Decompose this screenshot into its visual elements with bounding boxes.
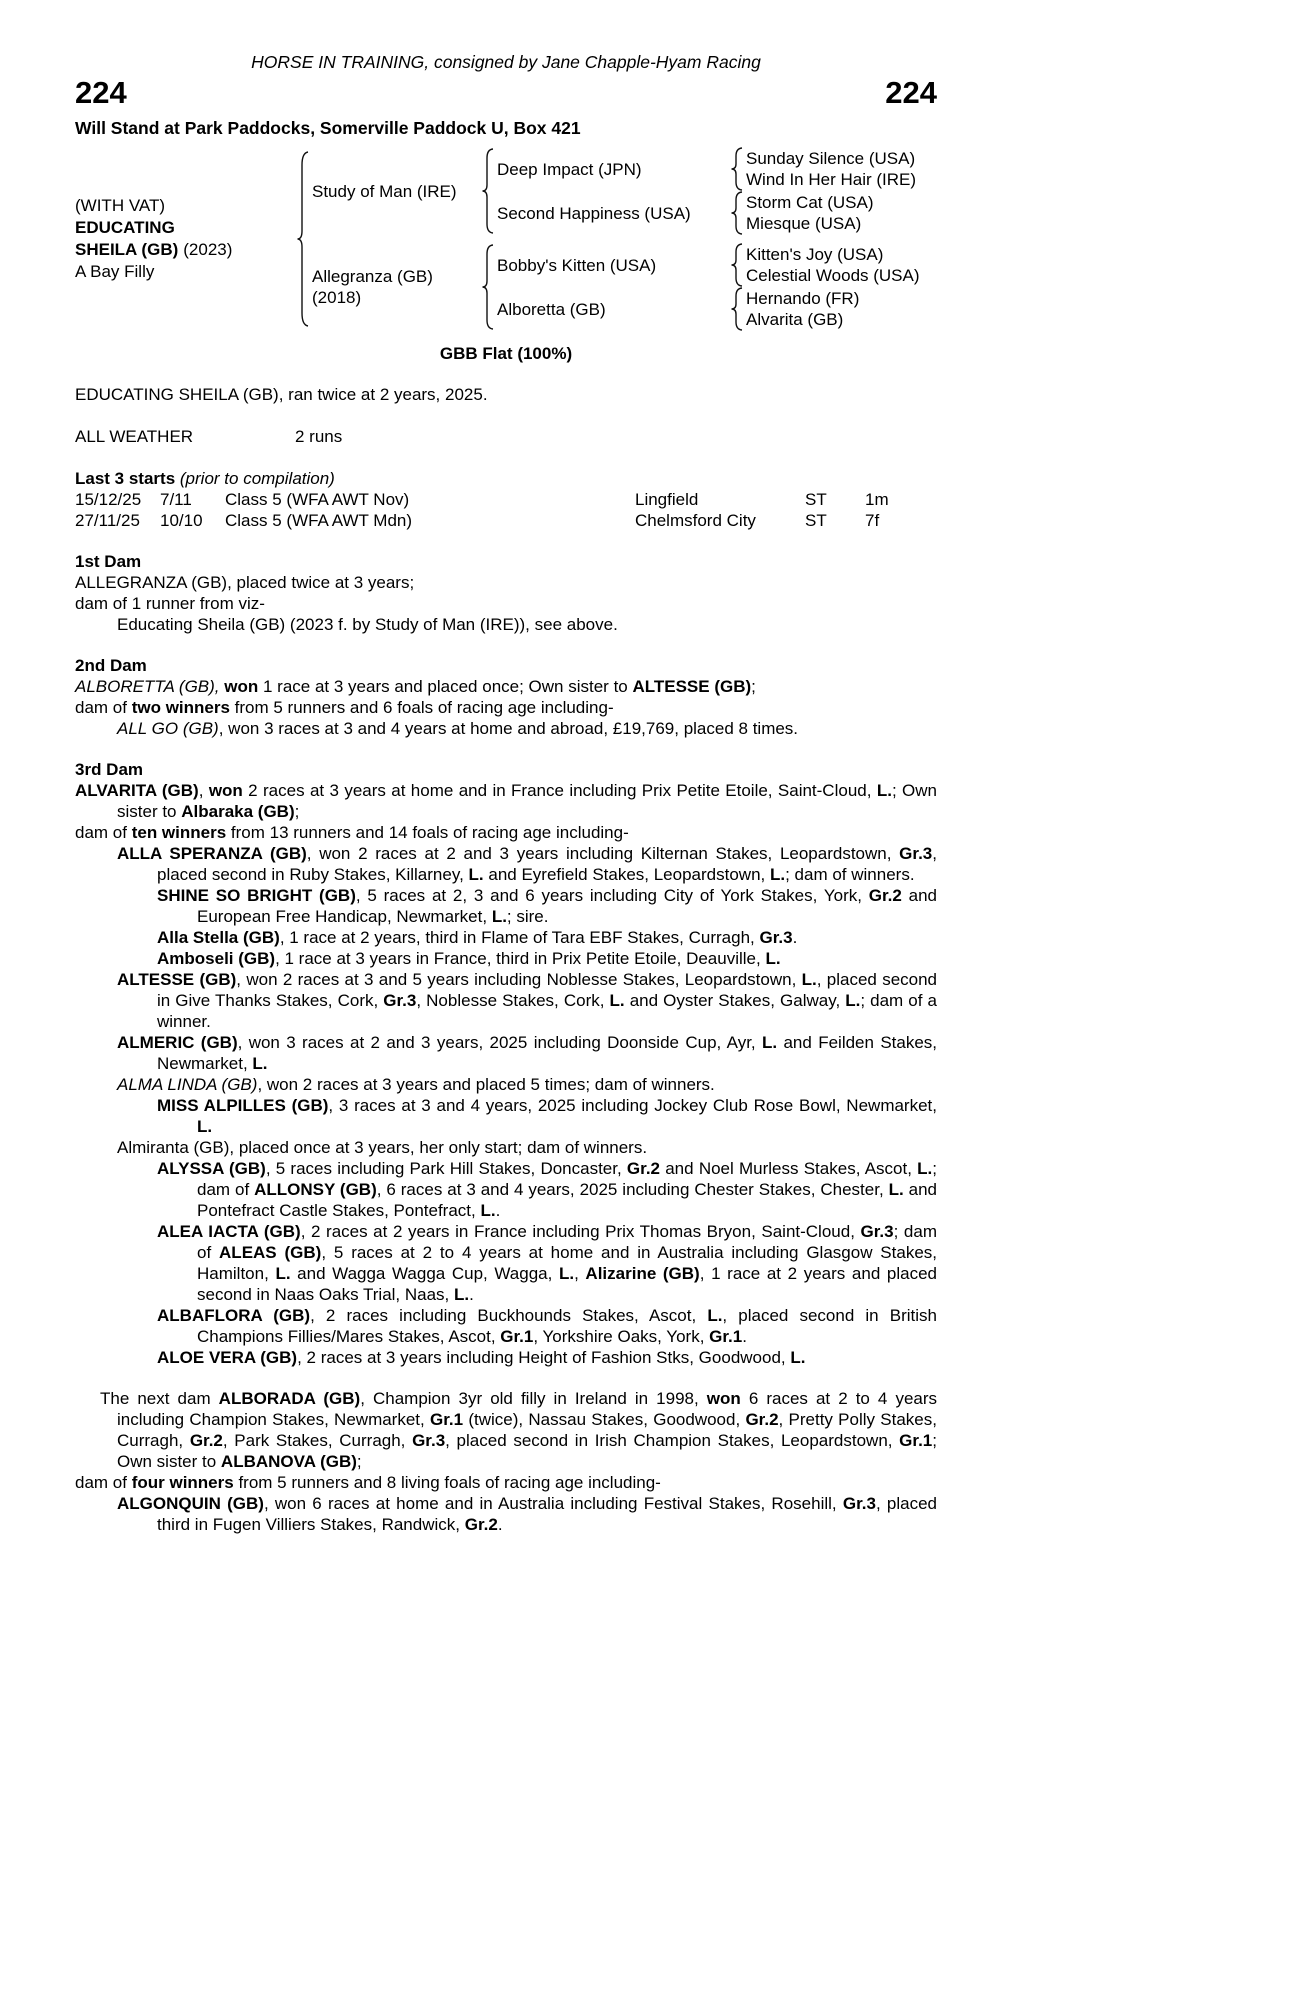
- text-segment: dam of: [75, 1473, 132, 1492]
- text-segment: L.: [491, 907, 507, 926]
- text-segment: Gr.3: [383, 991, 417, 1010]
- sire-dam-branch: [497, 191, 916, 235]
- text-segment: 6 races at 2 to 4 years including Champion Stakes, Newmarket,: [117, 1389, 938, 1429]
- text-segment: .: [742, 1327, 747, 1346]
- text-segment: ALMA LINDA (GB): [117, 1075, 258, 1094]
- text-segment: ALL GO (GB): [117, 719, 219, 738]
- text-segment: , 5 races including Park Hill Stakes, Doncaster,: [265, 1159, 627, 1178]
- text-segment: Gr.2: [868, 886, 902, 905]
- text-segment: ALLEGRANZA (GB), placed twice at 3 years;: [75, 573, 415, 592]
- text-segment: , won 2 races at 3 years and placed 5 times; dam of winners.: [257, 1075, 715, 1094]
- text-segment: , 5 races at 2, 3 and 6 years including City of York Stakes, York,: [355, 886, 869, 905]
- pedigree-paragraph: [75, 1305, 937, 1347]
- pedigree-paragraph: [75, 1388, 937, 1472]
- brace-icon: [730, 243, 743, 287]
- text-segment: , won 6 races at home and in Australia including Festival Stakes, Rosehill,: [263, 1494, 843, 1513]
- text-segment: Gr.1: [430, 1410, 464, 1429]
- text-segment: and Wagga Wagga Cup, Wagga,: [290, 1264, 559, 1283]
- race-table: [75, 489, 937, 531]
- pedigree-paragraph: [75, 1158, 937, 1221]
- text-segment: Almiranta (GB), placed once at 3 years, her only start; dam of winners.: [117, 1138, 648, 1157]
- brace-icon: [481, 244, 494, 330]
- pedigree-paragraph: [75, 843, 937, 885]
- ancestor-name: Kitten's Joy (USA): [746, 245, 884, 264]
- text-segment: and Pontefract Castle Stakes, Pontefract,: [197, 1180, 937, 1220]
- pedigree-paragraph: [75, 1347, 937, 1368]
- race-date: 15/12/25: [75, 490, 142, 509]
- text-segment: L.: [609, 991, 625, 1010]
- text-segment: The next dam: [100, 1389, 219, 1408]
- text-segment: L.: [707, 1306, 723, 1325]
- text-segment: , Pretty Polly Stakes, Curragh,: [117, 1410, 937, 1450]
- text-segment: ,: [574, 1264, 586, 1283]
- text-segment: two winners: [131, 698, 230, 717]
- race-row: [75, 489, 937, 510]
- text-segment: , placed third in Fugen Villiers Stakes, Randwick,: [157, 1494, 937, 1534]
- text-segment: , 1 race at 2 years, third in Flame of Tara EBF Stakes, Curragh,: [279, 928, 760, 947]
- text-segment: , Champion 3yr old filly in Ireland in 1998,: [360, 1389, 707, 1408]
- text-segment: 1 race at 3 years and placed once; Own sister to: [258, 677, 633, 696]
- text-segment: ; dam of winners.: [785, 865, 915, 884]
- sire-sire-name: Deep Impact (JPN): [497, 159, 642, 179]
- race-pos: 7/11: [160, 490, 192, 509]
- race-race: Class 5 (WFA AWT Nov): [225, 490, 410, 509]
- text-segment: ten winners: [131, 823, 227, 842]
- text-segment: ALMERIC (GB): [117, 1033, 238, 1052]
- sire-name: Study of Man (IRE): [312, 181, 457, 201]
- text-segment: L.: [252, 1054, 268, 1073]
- ancestor-name: Hernando (FR): [746, 289, 860, 308]
- ancestor-name: Miesque (USA): [746, 214, 862, 233]
- dam-name-block: [312, 266, 478, 308]
- text-segment: and Noel Murless Stakes, Ascot,: [660, 1159, 918, 1178]
- pedigree-paragraph: [75, 614, 937, 635]
- dam-year: (2018): [312, 288, 362, 307]
- dam-section: [75, 759, 937, 1368]
- text-segment: four winners: [131, 1473, 234, 1492]
- sire-sire-branch: [497, 147, 916, 191]
- text-segment: ;: [294, 802, 300, 821]
- text-segment: won: [706, 1389, 741, 1408]
- text-segment: L.: [480, 1201, 496, 1220]
- last-starts-label: Last 3 starts: [75, 469, 176, 488]
- horse-description: A Bay Filly: [75, 262, 155, 281]
- text-segment: Gr.3: [842, 1494, 876, 1513]
- page-title: HORSE IN TRAINING, consigned by Jane Chapple-Hyam Racing: [251, 52, 761, 72]
- pedigree-paragraph: [75, 697, 937, 718]
- text-segment: ; Own sister to: [117, 1431, 937, 1471]
- brace-icon: [296, 151, 309, 327]
- text-segment: , placed second in British Champions Fillies/Mares Stakes, Ascot,: [197, 1306, 937, 1346]
- text-segment: , 5 races at 2 to 4 years at home and in Australia including Glasgow Stakes, Hamilton,: [197, 1243, 938, 1283]
- horse-name: SHEILA (GB): [75, 240, 179, 259]
- dam-sire-name: Bobby's Kitten (USA): [497, 255, 657, 275]
- text-segment: ALBAFLORA (GB): [157, 1306, 311, 1325]
- gbb-eligibility: GBB Flat (100%): [439, 344, 573, 363]
- text-segment: L.: [801, 970, 817, 989]
- surface-label: ALL WEATHER: [75, 427, 194, 446]
- text-segment: L.: [197, 1117, 213, 1136]
- sire-dam-name: Second Happiness (USA): [497, 203, 691, 223]
- text-segment: Gr.3: [899, 844, 933, 863]
- text-segment: Gr.1: [899, 1431, 933, 1450]
- race-date: 27/11/25: [75, 511, 140, 530]
- dam-dam-name: Alboretta (GB): [497, 299, 606, 319]
- text-segment: ALBORADA (GB): [218, 1389, 361, 1408]
- text-segment: L.: [845, 991, 861, 1010]
- text-segment: ; dam of: [197, 1222, 937, 1262]
- pedigree-paragraph: [75, 1095, 937, 1137]
- text-segment: ;: [356, 1452, 362, 1471]
- race-record-intro: EDUCATING SHEILA (GB), ran twice at 2 years, 2025.: [75, 385, 488, 404]
- race-dist: 7f: [865, 511, 880, 530]
- text-segment: .: [469, 1285, 474, 1304]
- text-segment: from 5 runners and 8 living foals of racing age including-: [233, 1473, 661, 1492]
- race-going: ST: [805, 511, 827, 530]
- brace-icon: [730, 147, 743, 191]
- horse-name-line1: EDUCATING: [75, 218, 175, 237]
- race-course: Chelmsford City: [635, 511, 756, 530]
- race-course: Lingfield: [635, 490, 699, 509]
- text-segment: , Yorkshire Oaks, York,: [533, 1327, 710, 1346]
- ancestor-name: Sunday Silence (USA): [746, 149, 916, 168]
- text-segment: ; Own sister to: [117, 781, 937, 821]
- pedigree-paragraph: [75, 718, 937, 739]
- text-segment: won: [208, 781, 243, 800]
- surface-summary: [75, 426, 937, 447]
- dam-dam-branch: [497, 287, 920, 331]
- lot-number-left: 224: [75, 75, 127, 110]
- text-segment: , won 2 races at 3 and 5 years including Noblesse Stakes, Leopardstown,: [236, 970, 802, 989]
- text-segment: , Noblesse Stakes, Cork,: [416, 991, 610, 1010]
- dam-name: Allegranza (GB): [312, 267, 433, 286]
- text-segment: Alla Stella (GB): [157, 928, 280, 947]
- text-segment: and Oyster Stakes, Galway,: [624, 991, 846, 1010]
- text-segment: L.: [888, 1180, 904, 1199]
- text-segment: ALOE VERA (GB): [157, 1348, 298, 1367]
- section-heading: 2nd Dam: [75, 656, 147, 675]
- race-row: [75, 510, 937, 531]
- sire-branch: [312, 147, 920, 235]
- pedigree-paragraph: [75, 927, 937, 948]
- pedigree-paragraph: [75, 1493, 937, 1535]
- dam-branch: [312, 243, 920, 331]
- text-segment: , 1 race at 2 years and placed second in Naas Oaks Trial, Naas,: [197, 1264, 937, 1304]
- lot-number-row: [75, 74, 937, 112]
- text-segment: Gr.2: [464, 1515, 498, 1534]
- text-segment: Gr.1: [500, 1327, 534, 1346]
- text-segment: and Eyrefield Stakes, Leopardstown,: [483, 865, 770, 884]
- text-segment: ALBANOVA (GB): [220, 1452, 357, 1471]
- text-segment: , Park Stakes, Curragh,: [222, 1431, 413, 1450]
- pedigree-paragraph: [75, 1032, 937, 1074]
- text-segment: Alizarine (GB): [585, 1264, 700, 1283]
- text-segment: L.: [454, 1285, 470, 1304]
- text-segment: ALVARITA (GB): [75, 781, 199, 800]
- text-segment: ALGONQUIN (GB): [117, 1494, 264, 1513]
- text-segment: Educating Sheila (GB) (2023 f. by Study of Man (IRE)), see above.: [117, 615, 618, 634]
- text-segment: .: [792, 928, 798, 947]
- pedigree-paragraph: [75, 948, 937, 969]
- text-segment: Amboseli (GB): [157, 949, 276, 968]
- text-segment: , 2 races including Buckhounds Stakes, Ascot,: [310, 1306, 708, 1325]
- text-segment: L.: [876, 781, 892, 800]
- text-segment: L.: [790, 1348, 806, 1367]
- dam-sire-branch: [497, 243, 920, 287]
- dam-section: [75, 1388, 937, 1535]
- vat-note: (WITH VAT): [75, 196, 166, 215]
- section-heading: 3rd Dam: [75, 760, 144, 779]
- lot-number-right: 224: [885, 75, 937, 110]
- pedigree-paragraph: [75, 780, 937, 822]
- text-segment: ALEAS (GB): [219, 1243, 322, 1262]
- last-starts-heading: [75, 468, 937, 489]
- dam-section: [75, 655, 937, 739]
- ancestor-name: Celestial Woods (USA): [746, 266, 920, 285]
- text-segment: from 13 runners and 14 foals of racing age including-: [226, 823, 629, 842]
- ancestor-name: Alvarita (GB): [746, 310, 844, 329]
- text-segment: Gr.3: [759, 928, 793, 947]
- text-segment: ALLA SPERANZA (GB): [117, 844, 307, 863]
- race-going: ST: [805, 490, 827, 509]
- text-segment: L.: [558, 1264, 575, 1283]
- text-segment: ; sire.: [506, 907, 549, 926]
- lot-horse-info: [75, 195, 293, 283]
- pedigree-paragraph: [75, 676, 937, 697]
- text-segment: L.: [762, 1033, 778, 1052]
- text-segment: , 1 race at 3 years in France, third in Prix Petite Etoile, Deauville,: [275, 949, 766, 968]
- text-segment: Gr.1: [709, 1327, 743, 1346]
- text-segment: ALTESSE (GB): [117, 970, 237, 989]
- horse-year: (2023): [183, 240, 233, 259]
- text-segment: L.: [917, 1159, 933, 1178]
- section-heading: 1st Dam: [75, 552, 142, 571]
- pedigree-paragraph: [75, 572, 937, 593]
- text-segment: ,: [198, 781, 209, 800]
- pedigree-generations: [312, 147, 920, 331]
- pedigree-paragraph: [75, 1137, 937, 1158]
- text-segment: ALYSSA (GB): [157, 1159, 266, 1178]
- catalogue-page: [75, 0, 937, 1535]
- text-segment: ; dam of: [197, 1159, 937, 1199]
- text-segment: , placed second in Give Thanks Stakes, Cork,: [157, 970, 938, 1010]
- text-segment: L.: [468, 865, 484, 884]
- text-segment: 2 races at 3 years at home and in France including Prix Petite Etoile, Saint-Cloud,: [242, 781, 877, 800]
- text-segment: , placed second in Irish Champion Stakes, Leopardstown,: [445, 1431, 900, 1450]
- text-segment: and Feilden Stakes, Newmarket,: [157, 1033, 938, 1073]
- brace-icon: [730, 191, 743, 235]
- text-segment: and European Free Handicap, Newmarket,: [197, 886, 937, 926]
- text-segment: dam of: [75, 698, 132, 717]
- brace-icon: [481, 148, 494, 234]
- pedigree-paragraph: [75, 1074, 937, 1095]
- text-segment: ALTESSE (GB): [632, 677, 752, 696]
- race-dist: 1m: [865, 490, 889, 509]
- text-segment: Gr.3: [412, 1431, 446, 1450]
- text-segment: , 2 races at 3 years including Height of Fashion Stks, Goodwood,: [297, 1348, 791, 1367]
- text-segment: ; dam of a winner.: [157, 991, 937, 1031]
- text-segment: Gr.2: [626, 1159, 661, 1178]
- ancestor-name: Storm Cat (USA): [746, 193, 874, 212]
- text-segment: MISS ALPILLES (GB): [157, 1096, 329, 1115]
- pedigree-paragraph: [75, 1221, 937, 1305]
- text-segment: Albaraka (GB): [181, 802, 295, 821]
- text-segment: , 6 races at 3 and 4 years, 2025 including Chester Stakes, Chester,: [376, 1180, 889, 1199]
- text-segment: Gr.3: [860, 1222, 894, 1241]
- text-segment: , 2 races at 2 years in France including Prix Thomas Bryon, Saint-Cloud,: [300, 1222, 861, 1241]
- pedigree-paragraph: [75, 1472, 937, 1493]
- text-segment: Gr.2: [745, 1410, 779, 1429]
- text-segment: , won 3 races at 3 and 4 years at home and abroad, £19,769, placed 8 times.: [218, 719, 799, 738]
- text-segment: from 5 runners and 6 foals of racing age including-: [229, 698, 614, 717]
- text-segment: , won 3 races at 2 and 3 years, 2025 including Doonside Cup, Ayr,: [237, 1033, 763, 1052]
- text-segment: , placed second in Ruby Stakes, Killarney,: [157, 844, 937, 884]
- dam-sections: [75, 551, 937, 1535]
- dam-section: [75, 551, 937, 635]
- text-segment: ;: [751, 677, 756, 696]
- text-segment: , 3 races at 3 and 4 years, 2025 including Jockey Club Rose Bowl, Newmarket,: [328, 1096, 937, 1115]
- text-segment: L.: [275, 1264, 291, 1283]
- pedigree-paragraph: [75, 885, 937, 927]
- pedigree-paragraph: [75, 969, 937, 1032]
- last-starts-note: (prior to compilation): [175, 469, 335, 488]
- pedigree-paragraph: [75, 593, 937, 614]
- surface-runs: 2 runs: [295, 427, 343, 446]
- text-segment: .: [495, 1201, 501, 1220]
- pedigree-paragraph: [75, 822, 937, 843]
- text-segment: , won 2 races at 2 and 3 years including Kilternan Stakes, Leopardstown,: [306, 844, 900, 863]
- text-segment: ALLONSY (GB): [254, 1180, 377, 1199]
- text-segment: Gr.2: [189, 1431, 223, 1450]
- horse-name-line2: [75, 239, 293, 261]
- pedigree-tree: [75, 147, 937, 331]
- text-segment: .: [497, 1515, 503, 1534]
- text-segment: ALEA IACTA (GB): [157, 1222, 301, 1241]
- text-segment: won: [224, 677, 259, 696]
- text-segment: dam of 1 runner from viz-: [75, 594, 265, 613]
- stand-location: Will Stand at Park Paddocks, Somerville Paddock U, Box 421: [75, 118, 581, 138]
- text-segment: dam of: [75, 823, 132, 842]
- text-segment: L.: [769, 865, 786, 884]
- ancestor-name: Wind In Her Hair (IRE): [746, 170, 917, 189]
- race-race: Class 5 (WFA AWT Mdn): [225, 511, 413, 530]
- race-pos: 10/10: [160, 511, 203, 530]
- text-segment: SHINE SO BRIGHT (GB): [157, 886, 356, 905]
- brace-icon: [730, 287, 743, 331]
- text-segment: L.: [765, 949, 781, 968]
- text-segment: (twice), Nassau Stakes, Goodwood,: [463, 1410, 746, 1429]
- text-segment: ALBORETTA (GB),: [75, 677, 220, 696]
